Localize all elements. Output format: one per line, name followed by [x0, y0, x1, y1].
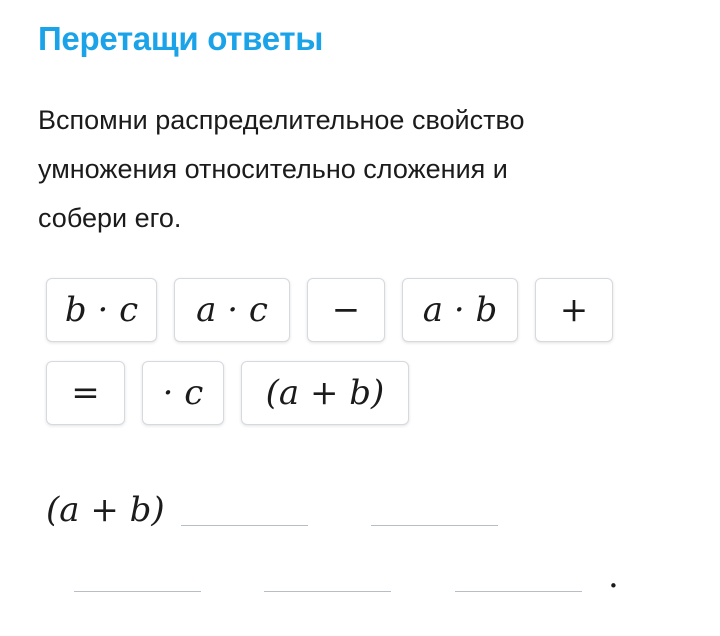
answer-tile-equals[interactable]: =	[46, 361, 125, 425]
instructions	[38, 96, 678, 243]
answer-tile-b-dot-c[interactable]: b · c	[46, 278, 157, 342]
answer-tile-a-dot-b[interactable]: a · b	[402, 278, 518, 342]
expression-prefix: (a + b)	[46, 490, 165, 530]
drop-slot[interactable]	[264, 566, 391, 592]
instructions-line: собери его.	[38, 203, 182, 233]
answer-tile-a-dot-c[interactable]: a · c	[174, 278, 290, 342]
answer-tile-minus[interactable]: −	[307, 278, 385, 342]
instructions-line: умножения относительно сложения и	[38, 154, 508, 184]
expression-end-mark: .	[608, 556, 619, 596]
drop-slot[interactable]	[455, 566, 582, 592]
answer-tile-dot-c[interactable]: · c	[142, 361, 224, 425]
drop-slot[interactable]	[181, 500, 308, 526]
drop-slot[interactable]	[74, 566, 201, 592]
answer-tile-plus[interactable]: +	[535, 278, 613, 342]
answer-tile-a-plus-b[interactable]: (a + b)	[241, 361, 409, 425]
instructions-line: Вспомни распределительное свойство	[38, 105, 525, 135]
page-title: Перетащи ответы	[38, 20, 324, 57]
drop-slot[interactable]	[371, 500, 498, 526]
